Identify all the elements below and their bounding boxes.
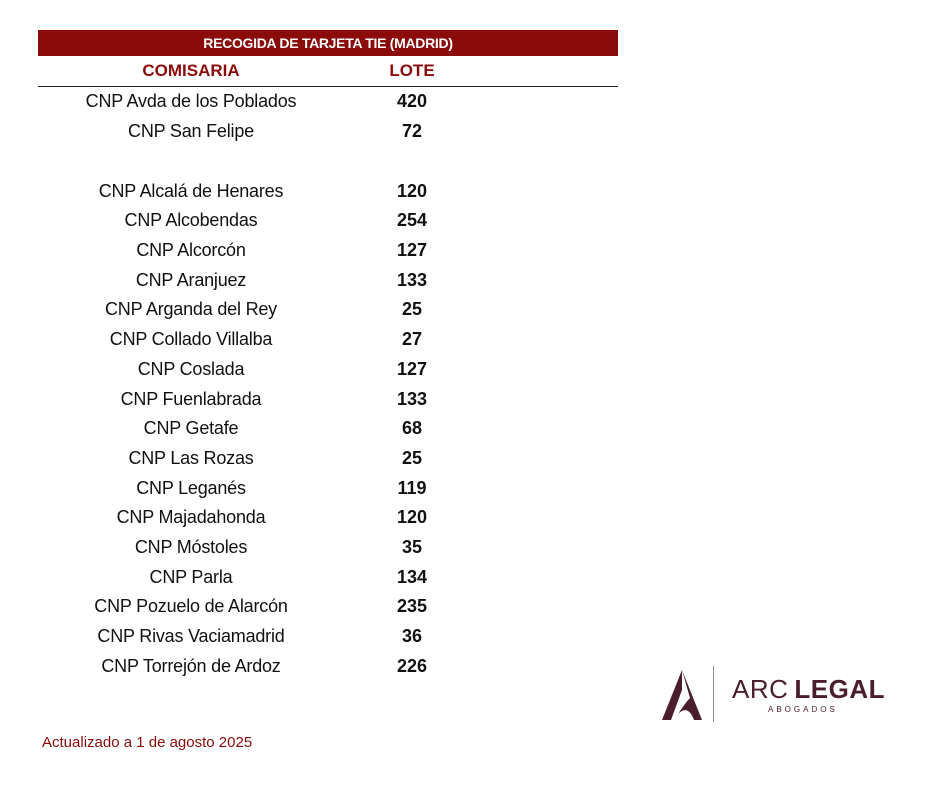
comisaria-name: CNP Torrejón de Ardoz — [101, 655, 281, 676]
table-row — [38, 236, 618, 266]
logo-wordmark — [732, 674, 885, 705]
table-row — [38, 325, 618, 355]
lote-value: 25 — [401, 447, 423, 468]
arc-legal-logo — [660, 664, 890, 724]
lote-value: 127 — [396, 358, 428, 379]
lote-value: 119 — [397, 477, 427, 498]
lote-value: 235 — [396, 596, 428, 617]
lote-value: 133 — [396, 269, 428, 290]
comisaria-name: CNP Getafe — [143, 418, 239, 439]
comisaria-name: CNP Coslada — [137, 358, 245, 379]
comisaria-name: CNP Las Rozas — [128, 447, 254, 468]
lote-value: 72 — [401, 121, 423, 142]
table-row — [38, 503, 618, 533]
comisaria-name: CNP Leganés — [136, 477, 246, 498]
table-row — [38, 651, 618, 681]
logo-word-legal: LEGAL — [794, 674, 886, 704]
table-row — [38, 176, 618, 206]
logo-divider — [713, 666, 714, 722]
table-header — [38, 56, 618, 87]
comisaria-name: CNP Avda de los Poblados — [85, 91, 297, 112]
comisaria-name: CNP Alcalá de Henares — [98, 180, 284, 201]
table-row — [38, 622, 618, 652]
lote-value: 25 — [401, 299, 423, 320]
comisaria-name: CNP San Felipe — [128, 121, 254, 142]
comisaria-name: CNP Fuenlabrada — [120, 388, 262, 409]
lote-value: 36 — [401, 626, 423, 647]
comisaria-name: CNP Aranjuez — [135, 269, 247, 290]
lote-value: 134 — [396, 566, 428, 587]
comisaria-name: CNP Rivas Vaciamadrid — [97, 626, 285, 647]
comisaria-name: CNP Alcobendas — [124, 210, 258, 231]
header-lote: LOTE — [389, 61, 435, 80]
updated-note: Actualizado a 1 de agosto 2025 — [42, 734, 253, 751]
comisaria-name: CNP Majadahonda — [116, 507, 266, 528]
table-row — [38, 444, 618, 474]
logo-word-arc: ARC — [732, 674, 789, 704]
lote-value: 120 — [396, 180, 428, 201]
table-row — [38, 414, 618, 444]
comisaria-name: CNP Pozuelo de Alarcón — [94, 596, 288, 617]
table-row — [38, 206, 618, 236]
table-body — [38, 87, 618, 681]
table-row — [38, 117, 618, 147]
arc-legal-logo-mark-icon — [660, 668, 704, 722]
lote-table — [38, 30, 618, 681]
table-title: RECOGIDA DE TARJETA TIE (MADRID) — [38, 30, 618, 56]
table-row — [38, 295, 618, 325]
lote-value: 35 — [401, 536, 423, 557]
comisaria-name: CNP Parla — [149, 566, 233, 587]
lote-value: 133 — [396, 388, 428, 409]
lote-value: 68 — [401, 418, 423, 439]
table-row — [38, 355, 618, 385]
lote-value: 27 — [401, 329, 423, 350]
lote-value: 420 — [396, 91, 428, 112]
logo-subtitle: ABOGADOS — [768, 705, 838, 714]
header-comisaria: COMISARIA — [142, 61, 240, 80]
table-row — [38, 265, 618, 295]
table-row — [38, 592, 618, 622]
table-row — [38, 562, 618, 592]
comisaria-name: CNP Móstoles — [134, 536, 248, 557]
table-row — [38, 87, 618, 117]
table-row — [38, 533, 618, 563]
row-spacer — [38, 146, 618, 176]
comisaria-name: CNP Alcorcón — [136, 240, 246, 261]
lote-value: 254 — [396, 210, 428, 231]
table-row — [38, 473, 618, 503]
lote-value: 120 — [396, 507, 428, 528]
table-row — [38, 384, 618, 414]
comisaria-name: CNP Collado Villalba — [109, 329, 273, 350]
lote-value: 226 — [396, 655, 428, 676]
lote-value: 127 — [396, 240, 428, 261]
comisaria-name: CNP Arganda del Rey — [105, 299, 277, 320]
